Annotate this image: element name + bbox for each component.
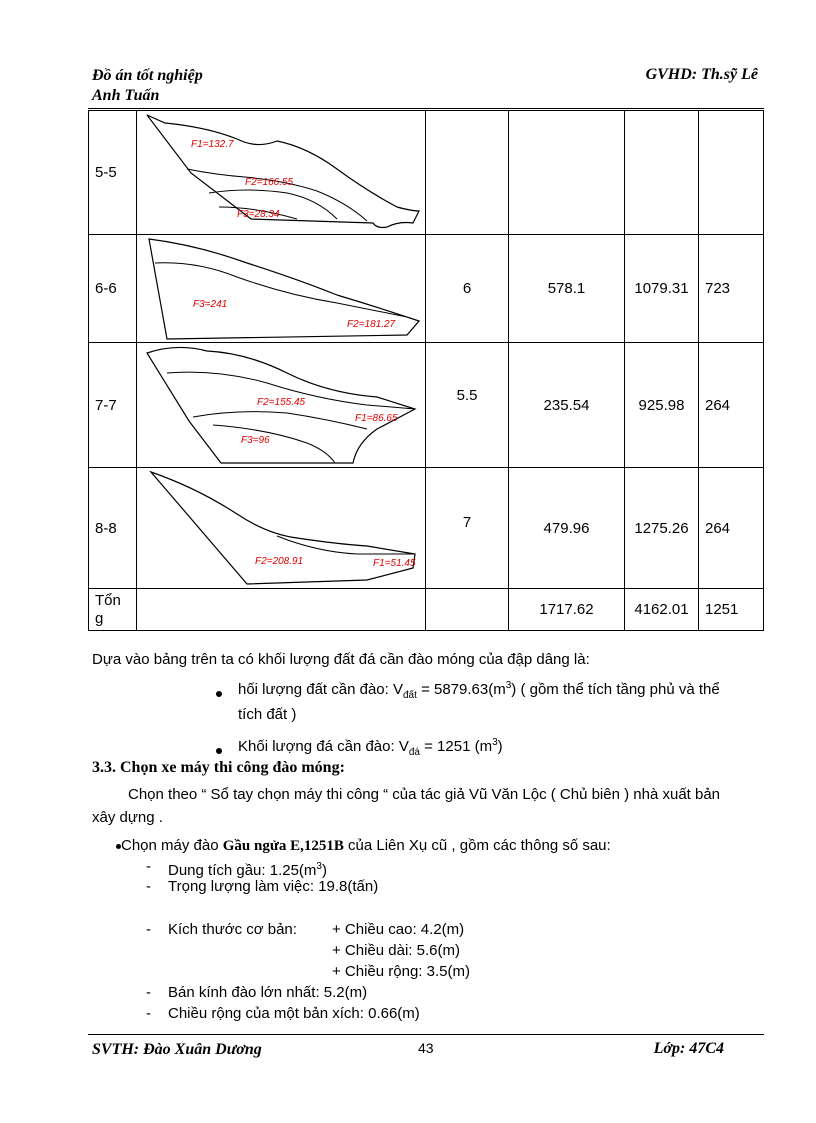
paragraph-line: Chọn theo “ Sổ tay chọn máy thi công “ của tác giả Vũ Văn Lộc ( Chủ biên ) nhà xuất bản [128, 786, 721, 803]
dash: - [146, 858, 151, 875]
cell: 7 [426, 468, 509, 589]
header-author: Anh Tuấn [92, 87, 160, 104]
total-label-b: g [95, 609, 104, 627]
area-label: F3=241 [193, 299, 228, 310]
dash: - [146, 1005, 151, 1022]
cell: 1717.62 [509, 589, 625, 631]
cross-section-figure [137, 343, 426, 468]
section-label: 5-5 [89, 111, 137, 235]
dash: - [146, 984, 151, 1001]
table-row [89, 343, 764, 468]
cell: 1079.31 [625, 235, 699, 343]
bullet-rock-value: = 1251 (m [419, 738, 493, 755]
spec-track: Chiều rộng của một bản xích: 0.66(m) [168, 1005, 420, 1022]
cell [426, 589, 509, 631]
footer-student: SVTH: Đào Xuân Dương [92, 1041, 262, 1058]
bullet-rock-sub: đá [408, 747, 420, 758]
total-label-a: Tổn [95, 591, 121, 609]
cross-section-figure [137, 235, 426, 343]
area-label: F2=166.55 [245, 177, 294, 188]
spec-width: + Chiều rộng: 3.5(m) [332, 963, 470, 980]
spec-height: + Chiều cao: 4.2(m) [332, 921, 465, 938]
section-6-6-drawing [137, 235, 425, 342]
header-rule [88, 108, 764, 109]
cell [625, 111, 699, 235]
intro-paragraph: Dựa vào bảng trên ta có khối lượng đất đá cần đào móng của đập dâng là: [92, 651, 590, 668]
section-7-7-drawing [137, 343, 425, 467]
cell: 1275.26 [625, 468, 699, 589]
cell: 1251 [699, 589, 764, 631]
cell [509, 111, 625, 235]
section-label: 7-7 [89, 343, 137, 468]
footer-class: Lớp: 47C4 [653, 1040, 724, 1057]
cell: 925.98 [625, 343, 699, 468]
header-supervisor: GVHD: Th.sỹ Lê [645, 66, 758, 83]
machine-model: Gầu ngửa E,1251B [222, 838, 344, 854]
spec-dimensions: Kích thước cơ bản: [168, 921, 297, 938]
area-label: F1=51.45 [373, 558, 416, 569]
cell: 723 [699, 235, 764, 343]
table-row [89, 111, 764, 235]
section-heading: 3.3. Chọn xe máy thi công đào móng: [92, 759, 345, 776]
bullet-soil-sub: đất [403, 690, 417, 701]
bullet-rock-sup: 3 [492, 737, 498, 748]
area-label: F1=132.7 [191, 139, 234, 150]
spec-bucket-text: Dung tích gầu: 1.25(m [168, 862, 317, 879]
footer-rule [88, 1034, 764, 1035]
bullet-rock-text: Khối lượng đá cần đào: V [238, 738, 409, 755]
header-left [92, 66, 203, 106]
bullet-soil-text: hối lượng đất cần đào: V [238, 681, 403, 698]
section-label: 6-6 [89, 235, 137, 343]
spec-radius: Bán kính đào lớn nhất: 5.2(m) [168, 984, 368, 1001]
machine-post: của Liên Xụ cũ , gồm các thông số sau: [343, 837, 611, 854]
bullet-rock-close: ) [497, 738, 503, 755]
header-project: Đồ án tốt nghiệp [92, 67, 203, 84]
cell: 6 [426, 235, 509, 343]
table-row [89, 235, 764, 343]
bullet-soil-note: ) ( gồm thể tích tầng phủ và thể [511, 681, 720, 698]
area-label: F3=28.34 [237, 209, 280, 220]
bullet-dot [216, 740, 222, 760]
spec-bucket-sup: 3 [316, 861, 322, 872]
dash: - [146, 921, 151, 938]
section-8-8-drawing [137, 468, 425, 588]
table-row [89, 468, 764, 589]
page-number: 43 [418, 1040, 434, 1056]
area-label: F3=96 [241, 435, 270, 446]
area-label: F2=208.91 [255, 556, 304, 567]
spec-weight: Trọng lượng làm việc: 19.8(tấn) [168, 878, 379, 895]
cell: 264 [699, 343, 764, 468]
bullet-soil-value: = 5879.63(m [416, 681, 506, 698]
bullet-soil-sup: 3 [505, 680, 512, 691]
cell: 264 [699, 468, 764, 589]
section-5-5-drawing [137, 111, 425, 234]
cross-section-figure [137, 468, 426, 589]
cross-section-figure [137, 111, 426, 235]
cell: 578.1 [509, 235, 625, 343]
spec-length: + Chiều dài: 5.6(m) [332, 942, 460, 959]
bullet-soil [238, 676, 758, 706]
spec-bucket-close: ) [321, 862, 327, 879]
machine-pre: Chọn máy đào [121, 837, 223, 854]
dash: - [146, 878, 151, 895]
section-label: 8-8 [89, 468, 137, 589]
cell: 235.54 [509, 343, 625, 468]
cell [137, 589, 426, 631]
bullet-soil-cont: tích đất ) [238, 706, 297, 723]
excavation-table [88, 110, 764, 631]
cell: 4162.01 [625, 589, 699, 631]
total-row [89, 589, 764, 631]
machine-line [116, 836, 611, 856]
cell: 5.5 [426, 343, 509, 468]
area-label: F2=155.45 [257, 397, 306, 408]
total-label [89, 589, 137, 631]
area-label: F1=86.65 [355, 413, 398, 424]
cell: 479.96 [509, 468, 625, 589]
bullet-dot [216, 683, 222, 703]
cell [426, 111, 509, 235]
cell [699, 111, 764, 235]
paragraph-line: xây dựng . [92, 809, 163, 826]
area-label: F2=181.27 [347, 319, 396, 330]
